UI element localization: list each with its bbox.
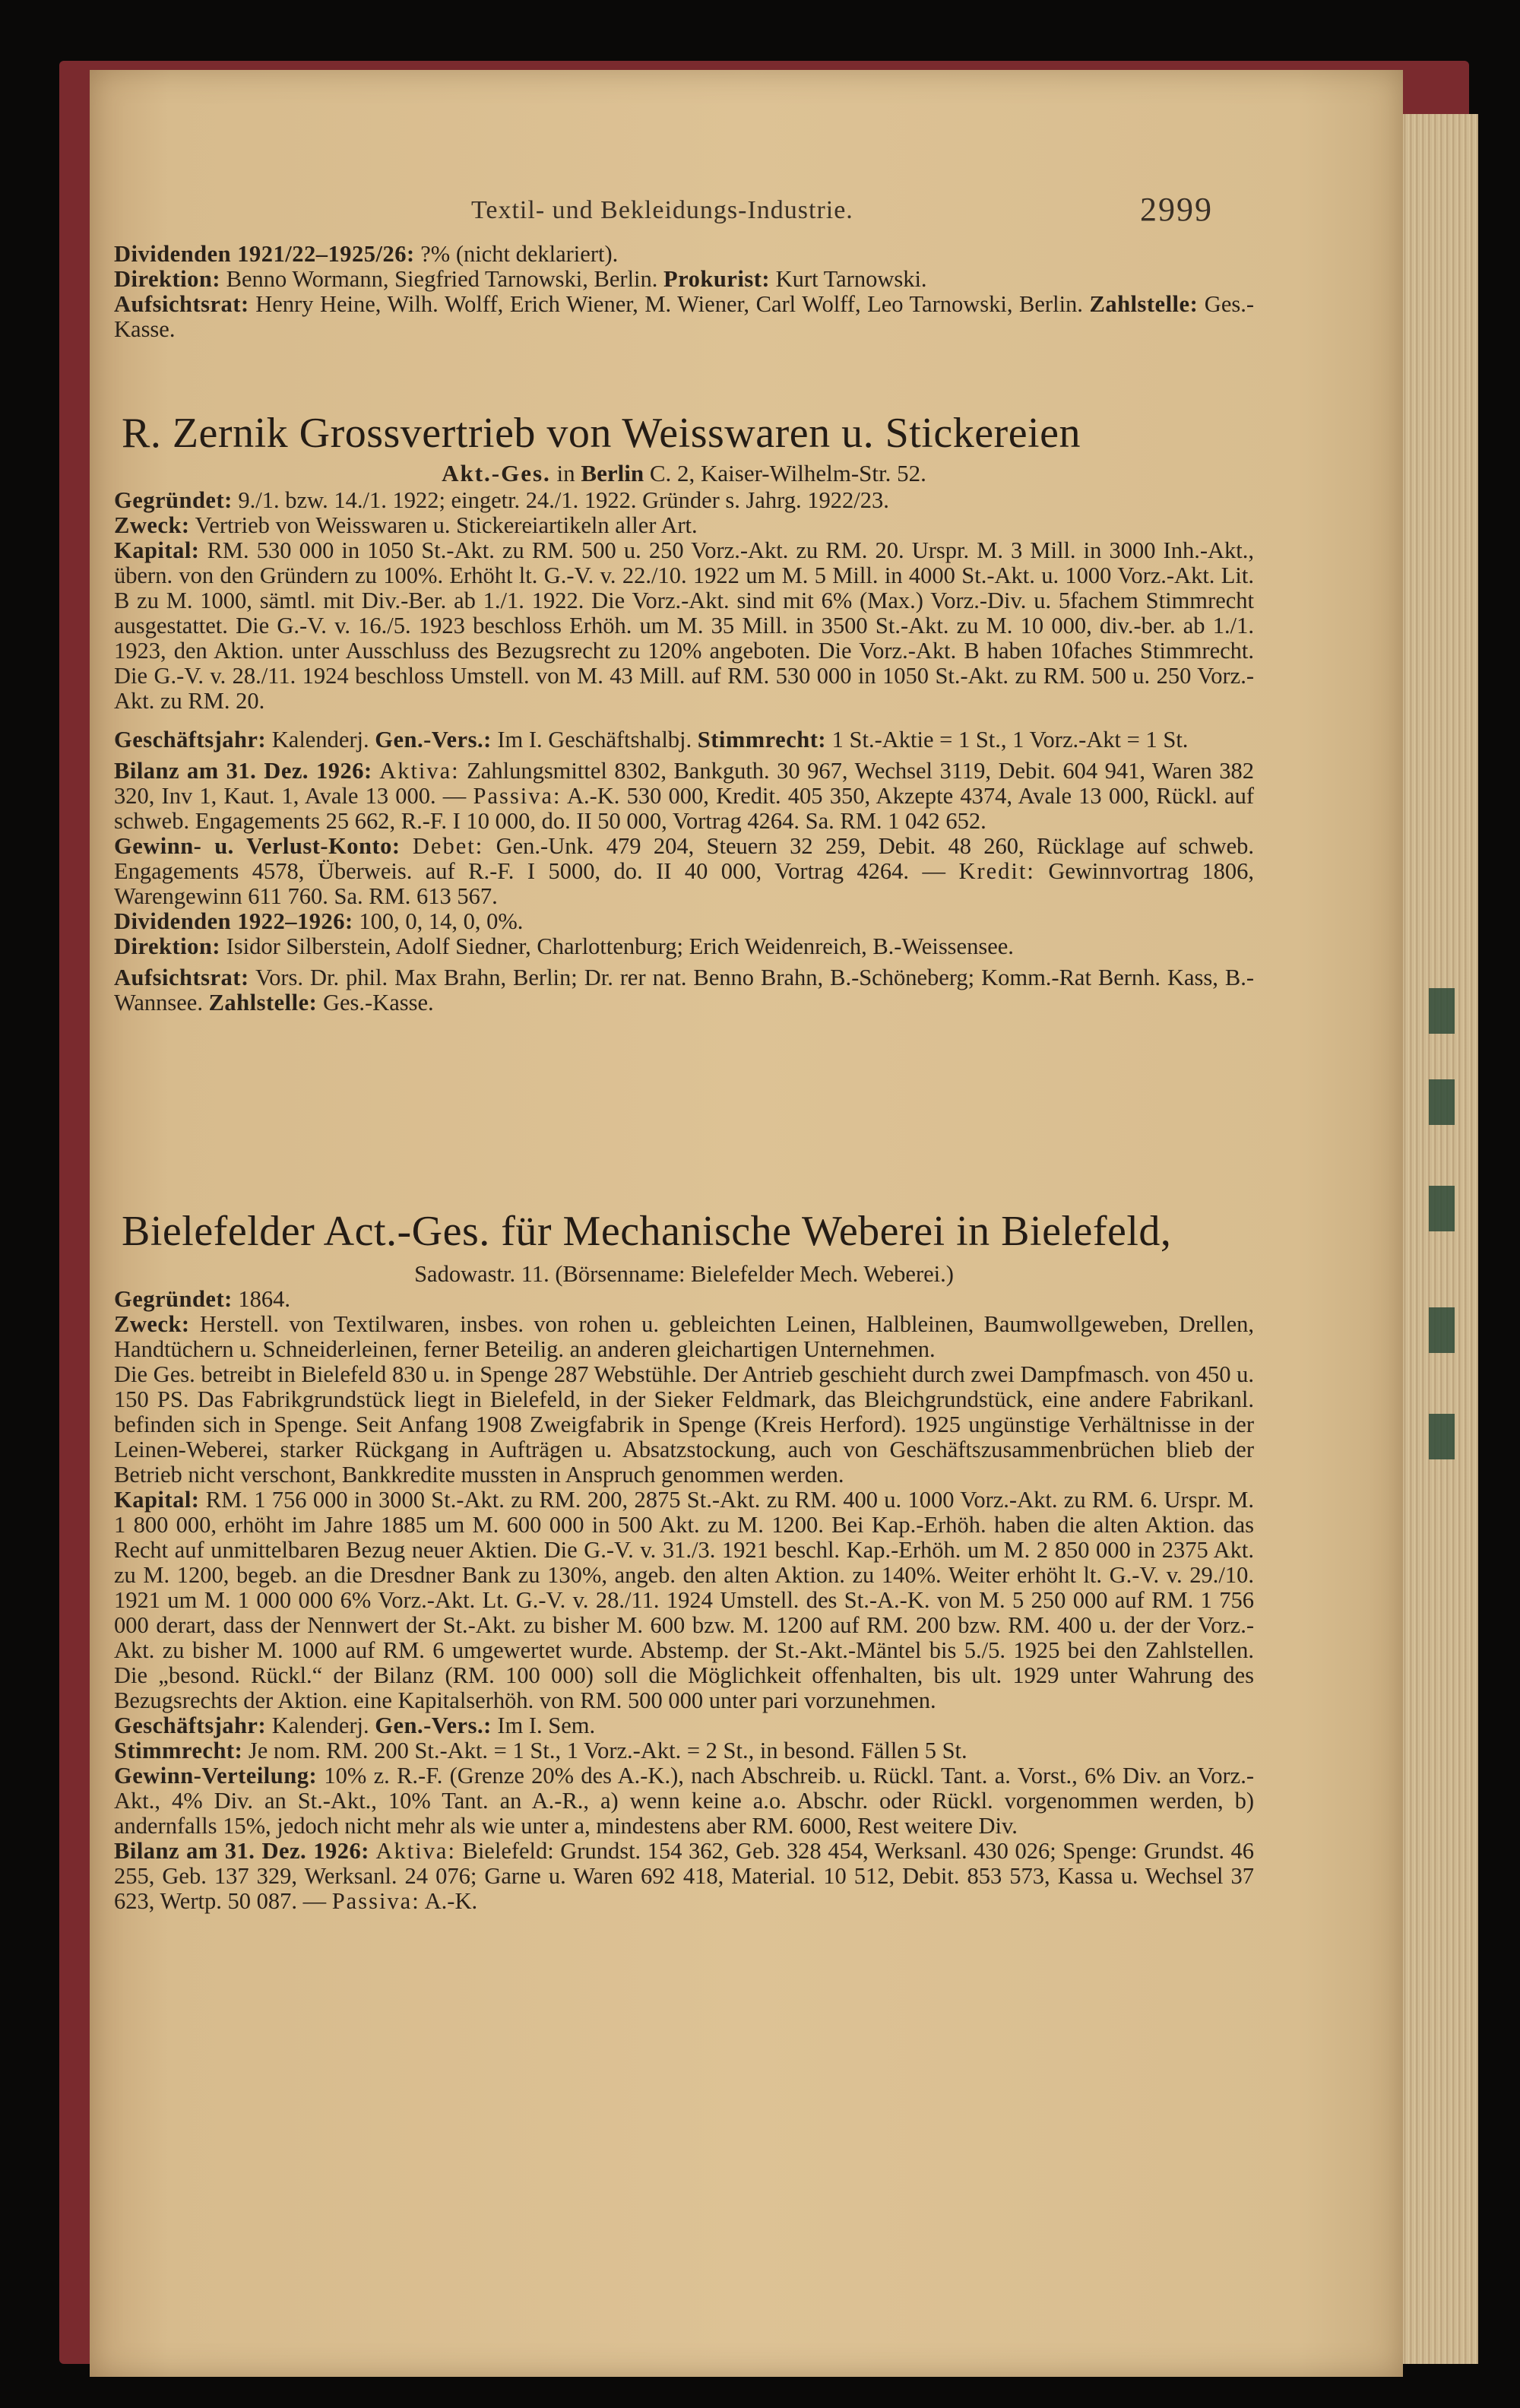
label: Zahlstelle: (208, 990, 318, 1015)
label: Gen.-Vers.: (375, 727, 492, 752)
label: Zahlstelle: (1089, 291, 1199, 317)
text: Im I. Geschäftshalbj. (497, 727, 692, 752)
paragraph (114, 1287, 1254, 1312)
paragraph (114, 242, 1254, 267)
paragraph (114, 538, 1254, 714)
label: Kapital: (114, 1487, 200, 1513)
text: Kalenderj. (271, 1713, 369, 1738)
label: Aufsichtsrat: (114, 291, 249, 317)
text: A.-K. 530 000, Kredit. 405 350, Akzepte 4374, Avale 13 000, Rückl. auf schweb. Engagements 25 662, R.-F. I 10 000, do. II 50 000, Vortrag 4264. Sa. RM. 1 042 652. (114, 783, 1254, 834)
entry-continuation (114, 242, 1254, 342)
paragraph (114, 965, 1254, 1015)
running-title: Textil- und Bekleidungs-Industrie. (471, 196, 853, 224)
paragraph (114, 1713, 1254, 1738)
text: 9./1. bzw. 14./1. 1922; eingetr. 24./1. 1922. Gründer s. Jahrg. 1922/23. (238, 487, 889, 513)
paragraph (114, 1738, 1254, 1763)
label: Gewinn-Verteilung: (114, 1763, 318, 1789)
company-title-zernik: R. Zernik Grossvertrieb von Weisswaren u. Stickereien (122, 410, 1081, 457)
index-tab (1429, 1079, 1455, 1125)
label: Kredit: (958, 858, 1035, 884)
text: RM. 1 756 000 in 3000 St.-Akt. zu RM. 200, 2875 St.-Akt. zu RM. 400 u. 1000 Vorz.-Akt. zu RM. 6. Urspr. M. 1 800 000, erhöht im Jahre 1885 um M. 600 000 in 500 Akt. zu M. 1200. Bei Kap.-Erhöh. haben die alten Aktion. das Recht auf unmittelbaren Bezug neuer Aktien. Die G.-V. v. 31./3. 1921 beschl. Kap.-Erhöh. um M. 2 850 000 in 2375 Akt. zu M. 1200, begeb. an die Dresdner Bank zu 130%, angeb. den alten Aktion. zu 140%. Weiter erhöht lt. G.-V. v. 29./10. 1921 um M. 1 000 000 6% Vorz.-Akt. Lt. G.-V. v. 28./11. 1924 Umstell. des St.-A.-K. von M. 5 250 000 auf RM. 1 756 000 derart, dass der Nennwert der St.-Akt. zu bisher M. 600 bzw. M. 1200 auf RM. 200 bzw. RM. 400 u. der der Vorz.-Akt. zu bisher M. 1000 auf RM. 6 umgewertet wurde. Abstemp. der St.-Akt.-Mäntel bis 5./5. 1925 bei den Zahlstellen. Die „besond. Rückl.“ der Bilanz (RM. 100 000) soll die Möglichkeit offenhalten, bis ult. 1929 unter Wahrung des Bezugsrechts der Aktion. eine Kapitalserhöh. von RM. 500 000 unter pari vorzunehmen. (114, 1487, 1254, 1713)
text: 10% z. R.-F. (Grenze 20% des A.-K.), nach Abschreib. u. Rückl. Tant. a. Vorst., 6% Div. an Vorz.-Akt., 4% Div. an St.-Akt., 10% Tant. an A.-R., a) wenn keine a.o. Abschr. oder Rückl. vorgenommen werden, b) andernfalls 15%, jedoch nicht mehr als wie unter a, mindestens aber RM. 6000, Rest weitere Div. (114, 1763, 1254, 1839)
label: Dividenden 1921/22–1925/26: (114, 241, 415, 267)
text: Kalenderj. (271, 727, 369, 752)
text: 1864. (238, 1286, 291, 1312)
paragraph (114, 488, 1254, 513)
paragraph: Bilanz am 31. Dez. 1926: Aktiva: Zahlungsmittel 8302, Bankguth. 30 967, Wechsel 3119, Debit. 604 941, Waren 382 320, Inv 1, Kaut. 1, Avale 13 000. — Passiva: A.-K. 530 000, Kredit. 405 350, Akzepte 4374, Avale 13 000, Rückl. auf schweb. Engagements 25 662, R.-F. I 10 000, do. II 50 000, Vortrag 4264. Sa. RM. 1 042 652. (114, 758, 1254, 834)
label: Zweck: (114, 512, 190, 538)
address: C. 2, Kaiser-Wilhelm-Str. 52. (649, 460, 926, 486)
label: Gegründet: (114, 487, 233, 513)
label: Stimmrecht: (697, 727, 827, 752)
text: 100, 0, 14, 0, 0%. (359, 908, 524, 934)
label: Kapital: (114, 537, 200, 563)
label: Zweck: (114, 1311, 190, 1337)
label: Aufsichtsrat: (114, 965, 249, 990)
text: Vertrieb von Weisswaren u. Stickereiartikeln aller Art. (195, 512, 698, 538)
label: Bilanz am 31. Dez. 1926: (114, 758, 372, 784)
akt-label: Akt.-Ges. (442, 460, 551, 486)
text: Gewinnvortrag 1806, Warengewinn 611 760. Sa. RM. 613 567. (114, 858, 1255, 909)
address: Sadowastr. 11. (Börsenname: Bielefelder Mech. Weberei.) (414, 1261, 954, 1287)
text: Ges.-Kasse. (114, 291, 1255, 342)
paragraph (114, 1763, 1254, 1839)
text: Kurt Tarnowski. (775, 266, 927, 292)
text: Gen.-Unk. 479 204, Steuern 32 259, Debit. 48 260, Rücklage auf schweb. Engagements 4578, Überweis. auf R.-F. I 5000, do. II 40 000, Vortrag 4264. (114, 833, 1254, 884)
label: Geschäftsjahr: (114, 1713, 267, 1738)
index-tab (1429, 1414, 1455, 1459)
label: Passiva: (331, 1888, 420, 1914)
city: Berlin (581, 460, 644, 486)
entry-zernik-body (114, 488, 1254, 1015)
label: Aktiva: (375, 1838, 456, 1864)
label: Debet: (412, 833, 484, 859)
in-word: in (556, 460, 575, 486)
label: Prokurist: (663, 266, 771, 292)
index-tabs (1429, 988, 1474, 1482)
paragraph (114, 909, 1254, 934)
text: Im I. Sem. (497, 1713, 596, 1738)
company-title-bielefelder: Bielefelder Act.-Ges. für Mechanische Weberei in Bielefeld, (122, 1208, 1172, 1255)
text: Ges.-Kasse. (322, 990, 434, 1015)
paragraph (114, 727, 1254, 752)
text: Zahlungsmittel 8302, Bankguth. 30 967, Wechsel 3119, Debit. 604 941, Waren 382 320, Inv 1, Kaut. 1, Avale 13 000. (114, 758, 1254, 809)
text: 1 St.-Aktie = 1 St., 1 Vorz.-Akt = 1 St. (831, 727, 1189, 752)
paragraph (114, 292, 1254, 342)
label: Gewinn- u. Verlust-Konto: (114, 833, 401, 859)
text: Vors. Dr. phil. Max Brahn, Berlin; Dr. rer nat. Benno Brahn, B.-Schöneberg; Komm.-Rat Bernh. Kass, B.-Wannsee. (114, 965, 1254, 1015)
label: Stimmrecht: (114, 1738, 243, 1763)
paragraph: Gewinn- u. Verlust-Konto: Debet: Gen.-Unk. 479 204, Steuern 32 259, Debit. 48 260, Rücklage auf schweb. Engagements 4578, Überweis. auf R.-F. I 5000, do. II 40 000, Vortrag 4264. — Kredit: Gewinnvortrag 1806, Warengewinn 611 760. Sa. RM. 613 567. (114, 833, 1255, 909)
index-tab (1429, 1186, 1455, 1231)
label: Dividenden 1922–1926: (114, 908, 353, 934)
paragraph (114, 934, 1254, 959)
text: Henry Heine, Wilh. Wolff, Erich Wiener, M. Wiener, Carl Wolff, Leo Tarnowski, Berlin. (255, 291, 1083, 317)
entry-bielefelder-body (114, 1262, 1254, 1914)
label: Direktion: (114, 933, 220, 959)
label: Bilanz am 31. Dez. 1926: (114, 1838, 369, 1864)
company-address-line (114, 460, 1254, 487)
text: Bielefeld: Grundst. 154 362, Geb. 328 454, Werksanl. 430 026; Spenge: Grundst. 46 255, Geb. 137 329, Werksanl. 24 076; Garne u. Waren 692 418, Material. 10 512, Debit. 853 573, Kassa u. Wechsel 37 623, Wertp. 50 087. — (114, 1838, 1254, 1914)
text: Benno Wormann, Siegfried Tarnowski, Berlin. (226, 266, 658, 292)
label: Geschäftsjahr: (114, 727, 267, 752)
index-tab (1429, 1307, 1455, 1353)
page-number: 2999 (1140, 191, 1213, 228)
paragraph (114, 1488, 1254, 1713)
paragraph (114, 513, 1254, 538)
label: Direktion: (114, 266, 220, 292)
paragraph (114, 1362, 1254, 1488)
text: Die Ges. betreibt in Bielefeld 830 u. in Spenge 287 Webstühle. Der Antrieb geschieht durch zwei Dampfmasch. von 450 u. 150 PS. Das Fabrikgrundstück liegt in Bielefeld, in der Sieker Feldmark, das Bleichgrundstück, eine andere Fabrikanl. befinden sich in Spenge. Seit Anfang 1908 Zweigfabrik in Spenge (Kreis Herford). 1925 ungünstige Verhältnisse in der Leinen-Weberei, starker Rückgang in Aufträgen u. Absatzstockung, auch von Geschäftszusammenbrüchen blieb der Betrieb nicht verschont, Bankkredite mussten in Anspruch genommen werden. (114, 1361, 1254, 1488)
text: RM. 530 000 in 1050 St.-Akt. zu RM. 500 u. 250 Vorz.-Akt. zu RM. 20. Urspr. M. 3 Mill. in 3000 Inh.-Akt., übern. von den Gründern zu 100%. Erhöht lt. G.-V. v. 22./10. 1922 um M. 5 Mill. in 4000 St.-Akt. u. 1000 Vorz.-Akt. Lit. B zu M. 1000, sämtl. mit Div.-Ber. ab 1./1. 1922. Die Vorz.-Akt. sind mit 6% (Max.) Vorz.-Div. u. 5fachem Stimmrecht ausgestattet. Die G.-V. v. 16./5. 1923 beschloss Erhöh. um M. 35 Mill. in 3500 St.-Akt. zu M. 10 000, div.-ber. ab 1./1. 1923, den Aktion. unter Ausschluss des Bezugsrecht zu 120% angeboten. Die Vorz.-Akt. B haben 10faches Stimmrecht. Die G.-V. v. 28./11. 1924 beschloss Umstell. von M. 43 Mill. auf RM. 530 000 in 1050 St.-Akt. zu RM. 500 u. 250 Vorz.-Akt. zu RM. 20. (114, 537, 1254, 714)
label: Aktiva: (379, 758, 460, 784)
paragraph (114, 267, 1254, 292)
label: Gegründet: (114, 1286, 233, 1312)
paragraph (114, 1312, 1254, 1362)
label: Gen.-Vers.: (375, 1713, 492, 1738)
text: Isidor Silberstein, Adolf Siedner, Charlottenburg; Erich Weidenreich, B.-Weissensee. (226, 933, 1014, 959)
index-tab (1429, 988, 1455, 1034)
text: ?% (nicht deklariert). (420, 241, 619, 267)
text: A.-K. (424, 1888, 478, 1914)
text: Je nom. RM. 200 St.-Akt. = 1 St., 1 Vorz.-Akt. = 2 St., in besond. Fällen 5 St. (248, 1738, 967, 1763)
label: Passiva: (473, 783, 562, 809)
text: Herstell. von Textilwaren, insbes. von rohen u. gebleichten Leinen, Halbleinen, Baumwollgeweben, Drellen, Handtüchern u. Schneiderleinen, ferner Beteilig. an anderen gleichartigen Unternehmen. (114, 1311, 1254, 1362)
paragraph (114, 1839, 1254, 1914)
